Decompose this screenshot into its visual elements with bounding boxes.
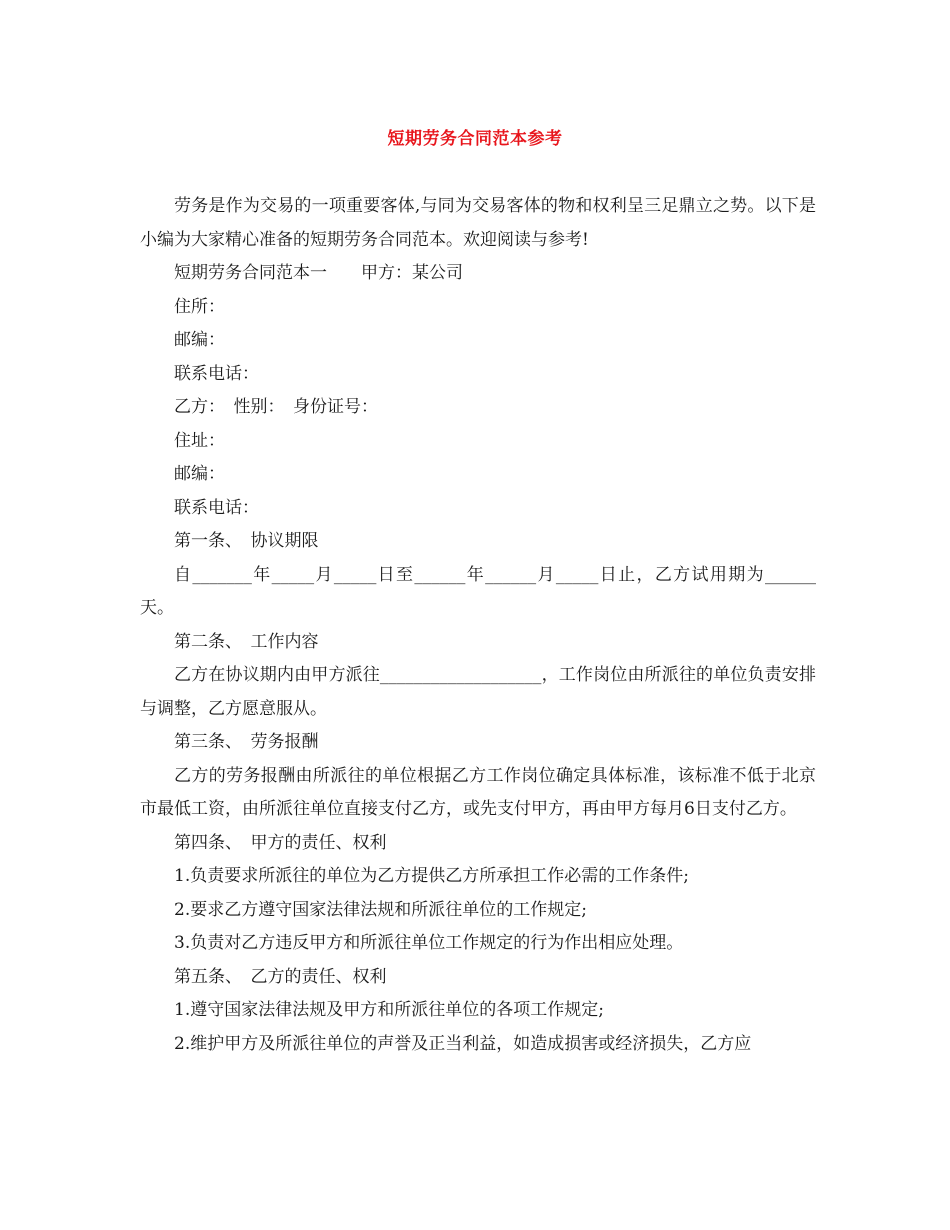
article-2-text: 乙方在协议期内由甲方派往___________________，工作岗位由所派往的单位负责安排与调整，乙方愿意服从。 — [140, 665, 816, 719]
contract-heading-party-a: 短期劳务合同范本一 甲方：某公司 — [174, 263, 463, 283]
article-4-item-3: 3.负责对乙方违反甲方和所派往单位工作规定的行为作出相应处理。 — [174, 933, 684, 953]
party-a-address: 住所： — [174, 296, 225, 317]
article-4-heading: 第四条、 甲方的责任、权利 — [174, 832, 387, 853]
article-3-heading: 第三条、 劳务报酬 — [174, 732, 319, 752]
article-4-item-2: 2.要求乙方遵守国家法律法规和所派往单位的工作规定; — [174, 899, 587, 920]
article-3-text: 乙方的劳务报酬由所派往的单位根据乙方工作岗位确定具体标准，该标准不低于北京市最低工资，由所派往单位直接支付乙方，或先支付甲方，再由甲方每月6日支付乙方。 — [140, 765, 816, 819]
article-5-item-1: 1.遵守国家法律法规及甲方和所派往单位的各项工作规定; — [174, 1000, 604, 1020]
article-4-item-1: 1.负责要求所派往的单位为乙方提供乙方所承担工作必需的工作条件; — [174, 866, 689, 886]
party-b-info: 乙方： 性别： 身份证号： — [174, 397, 378, 417]
document-title: 短期劳务合同范本参考 — [387, 129, 563, 149]
party-a-phone: 联系电话： — [174, 363, 259, 384]
article-1-text: 自_______年_____月_____日至______年______月_____日止，乙方试用期为______天。 — [140, 564, 816, 618]
document-body — [140, 190, 816, 1061]
party-b-address: 住址： — [174, 430, 225, 451]
intro-paragraph: 劳务是作为交易的一项重要客体,与同为交易客体的物和权利呈三足鼎立之势。以下是小编为大家精心准备的短期劳务合同范本。欢迎阅读与参考! — [140, 196, 816, 250]
party-b-phone: 联系电话： — [174, 497, 259, 518]
article-2-heading: 第二条、 工作内容 — [174, 631, 319, 652]
party-a-postcode: 邮编： — [174, 330, 225, 350]
article-5-item-2: 2.维护甲方及所派往单位的声誉及正当利益，如造成损害或经济损失，乙方应 — [174, 1033, 752, 1054]
article-5-heading: 第五条、 乙方的责任、权利 — [174, 966, 387, 987]
party-b-postcode: 邮编： — [174, 464, 225, 484]
article-1-heading: 第一条、 协议期限 — [174, 531, 319, 551]
